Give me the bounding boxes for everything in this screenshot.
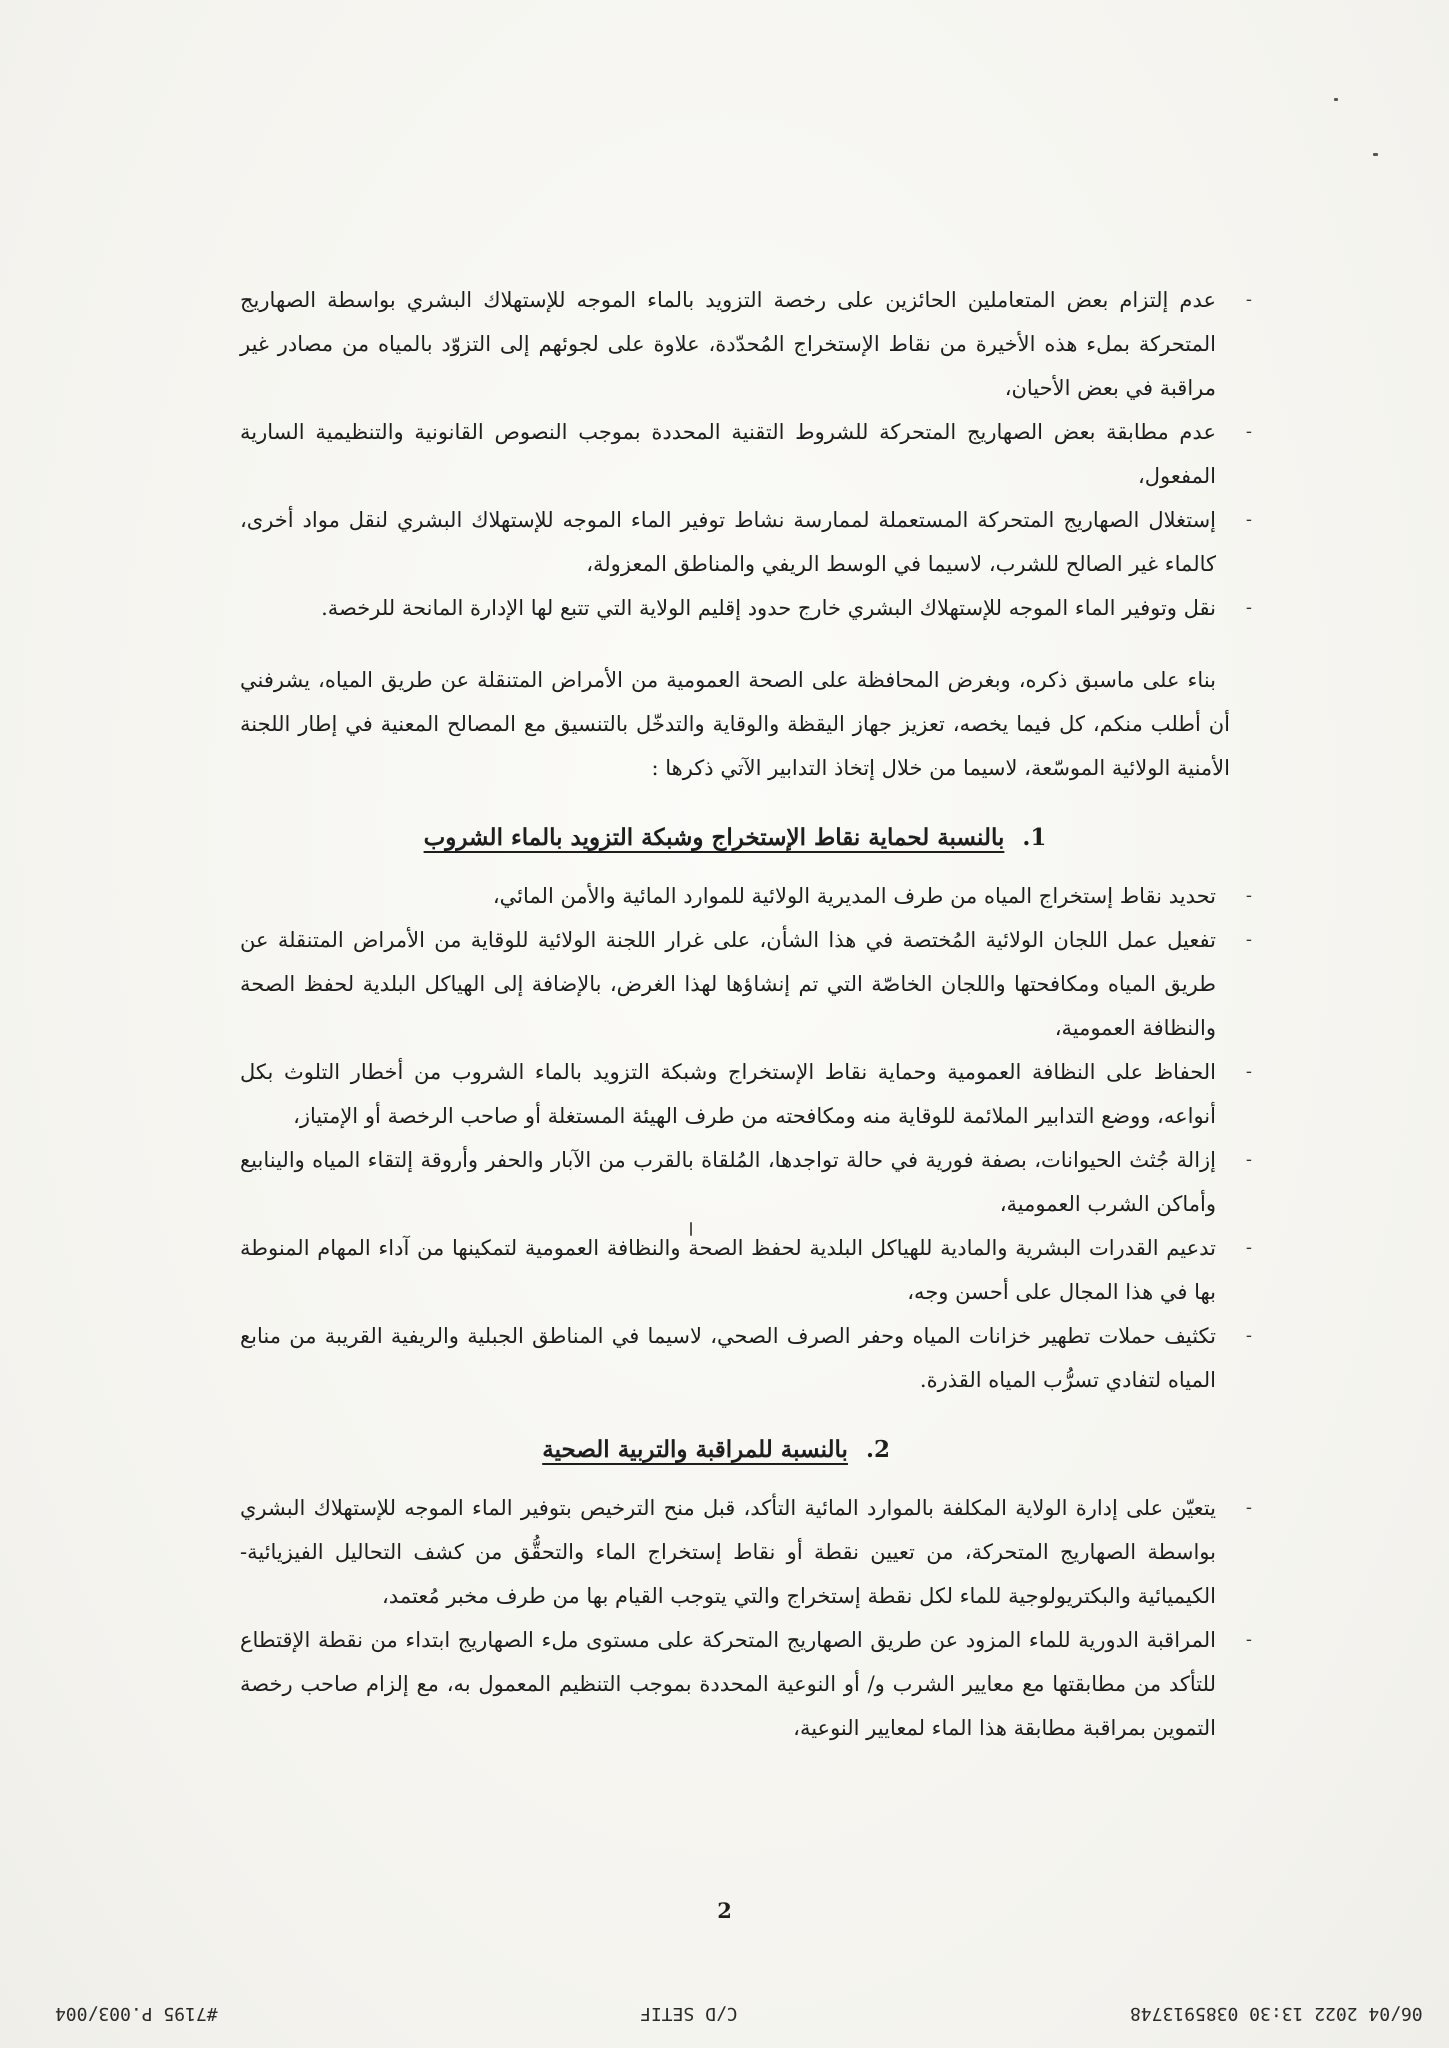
list-item: - تفعيل عمل اللجان الولائية المُختصة في هذا الشأن، على غرار اللجنة الولائية للوقاية من الأمراض المتنقلة عن طريق المياه ومكافحتها واللجان الخاصّة التي تم إنشاؤها لهذا الغرض، بالإضافة إلى الهياكل البلدية لحفظ الصحة والنظافة العمومية، bbox=[240, 928, 1252, 1040]
intro-list bbox=[240, 278, 1252, 630]
scan-speck bbox=[1373, 153, 1378, 156]
section-number: 1. bbox=[1022, 824, 1047, 851]
list-item: - إستغلال الصهاريج المتحركة المستعملة لممارسة نشاط توفير الماء الموجه للإستهلاك البشري لنقل مواد أخرى، كالماء غير الصالح للشرب، لاسيما في الوسط الريفي والمناطق المعزولة، bbox=[240, 508, 1252, 576]
list-item: - نقل وتوفير الماء الموجه للإستهلاك البشري خارج حدود إقليم الولاية التي تتبع لها الإدارة المانحة للرخصة. bbox=[321, 596, 1252, 620]
list-item: - عدم مطابقة بعض الصهاريج المتحركة للشروط التقنية المحددة بموجب النصوص القانونية والتنظيمية السارية المفعول، bbox=[240, 420, 1252, 488]
section-title: بالنسبة لحماية نقاط الإستخراج وشبكة التزويد بالماء الشروب bbox=[423, 824, 1005, 851]
list-item: - عدم إلتزام بعض المتعاملين الحائزين على رخصة التزويد بالماء الموجه للإستهلاك البشري بواسطة الصهاريج المتحركة بملء هذه الأخيرة من نقاط الإستخراج المُحدّدة، علاوة على لجوئهم إلى التزوّد بالمياه من مصادر غير مراقبة في بعض الأحيان، bbox=[240, 288, 1252, 400]
section-2-list bbox=[240, 1486, 1252, 1750]
scan-speck bbox=[1334, 98, 1338, 101]
list-item: - يتعيّن على إدارة الولاية المكلفة بالموارد المائية التأكد، قبل منح الترخيص بتوفير الماء الموجه للإستهلاك البشري بواسطة الصهاريج المتحركة، من تعيين نقطة أو نقاط إستخراج الماء والتحقُّق من كشف التحاليل الفيزيائية-الكيميائية والبكتريولوجية للماء لكل نقطة إستخراج والتي يتوجب القيام بها من طرف مخبر مُعتمد، bbox=[240, 1496, 1252, 1608]
list-item: - تحديد نقاط إستخراج المياه من طرف المديرية الولائية للموارد المائية والأمن المائي، bbox=[492, 884, 1252, 908]
fax-date-time: 06/04 2022 13:30 0385913748 bbox=[1130, 2003, 1423, 2024]
section-1-list bbox=[240, 874, 1252, 1402]
letter-body bbox=[240, 278, 1252, 1750]
section-heading-1 bbox=[240, 816, 1230, 860]
page-number: 2 bbox=[717, 1898, 732, 1923]
list-item: - المراقبة الدورية للماء المزود عن طريق الصهاريج المتحركة على مستوى ملء الصهاريج ابتداء من نقطة الإقتطاع للتأكد من مطابقتها مع معايير الشرب و/ أو النوعية المحددة بموجب التنظيم المعمول به، مع إلزام صاحب رخصة التموين بمراقبة مطابقة هذا الماء لمعايير النوعية، bbox=[240, 1628, 1252, 1740]
list-item: - إزالة جُثث الحيوانات، بصفة فورية في حالة تواجدها، المُلقاة بالقرب من الآبار والحفر وأروقة إلتقاء المياه والينابيع وأماكن الشرب العمومية، bbox=[240, 1148, 1252, 1216]
list-item: - تدعيم القدرات البشرية والمادية للهياكل البلدية لحفظ الصحة والنظافة العمومية لتمكينها من آداء المهام المنوطة بها في هذا المجال على أحسن وجه، bbox=[240, 1236, 1252, 1304]
body-paragraph: بناء على ماسبق ذكره، وبغرض المحافظة على الصحة العمومية من الأمراض المتنقلة عن طريق المياه، يشرفني أن أطلب منكم، كل فيما يخصه، تعزيز جهاز اليقظة والوقاية والتدخّل بالتنسيق مع المصالح المعنية في إطار اللجنة الأمنية الولائية الموسّعة، لاسيما من خلال إتخاذ التدابير الآتي ذكرها : bbox=[240, 668, 1230, 780]
list-item: - الحفاظ على النظافة العمومية وحماية نقاط الإستخراج وشبكة التزويد بالماء الشروب من أخطار التلوث بكل أنواعه، ووضع التدابير الملائمة للوقاية منه ومكافحته من طرف الهيئة المستغلة أو صاحب الرخصة أو الإمتياز، bbox=[240, 1060, 1252, 1128]
section-number: 2. bbox=[865, 1436, 890, 1463]
fax-header-footer bbox=[0, 2003, 1449, 2033]
section-heading-2 bbox=[240, 1428, 890, 1472]
section-title: بالنسبة للمراقبة والتربية الصحية bbox=[542, 1436, 848, 1463]
fax-sender: C/D SETIF bbox=[640, 2003, 738, 2024]
fax-page-info: #7195 P.003/004 bbox=[55, 2003, 218, 2024]
list-item: - تكثيف حملات تطهير خزانات المياه وحفر الصرف الصحي، لاسيما في المناطق الجبلية والريفية القريبة من منابع المياه لتفادي تسرُّب المياه القذرة. bbox=[240, 1324, 1252, 1392]
